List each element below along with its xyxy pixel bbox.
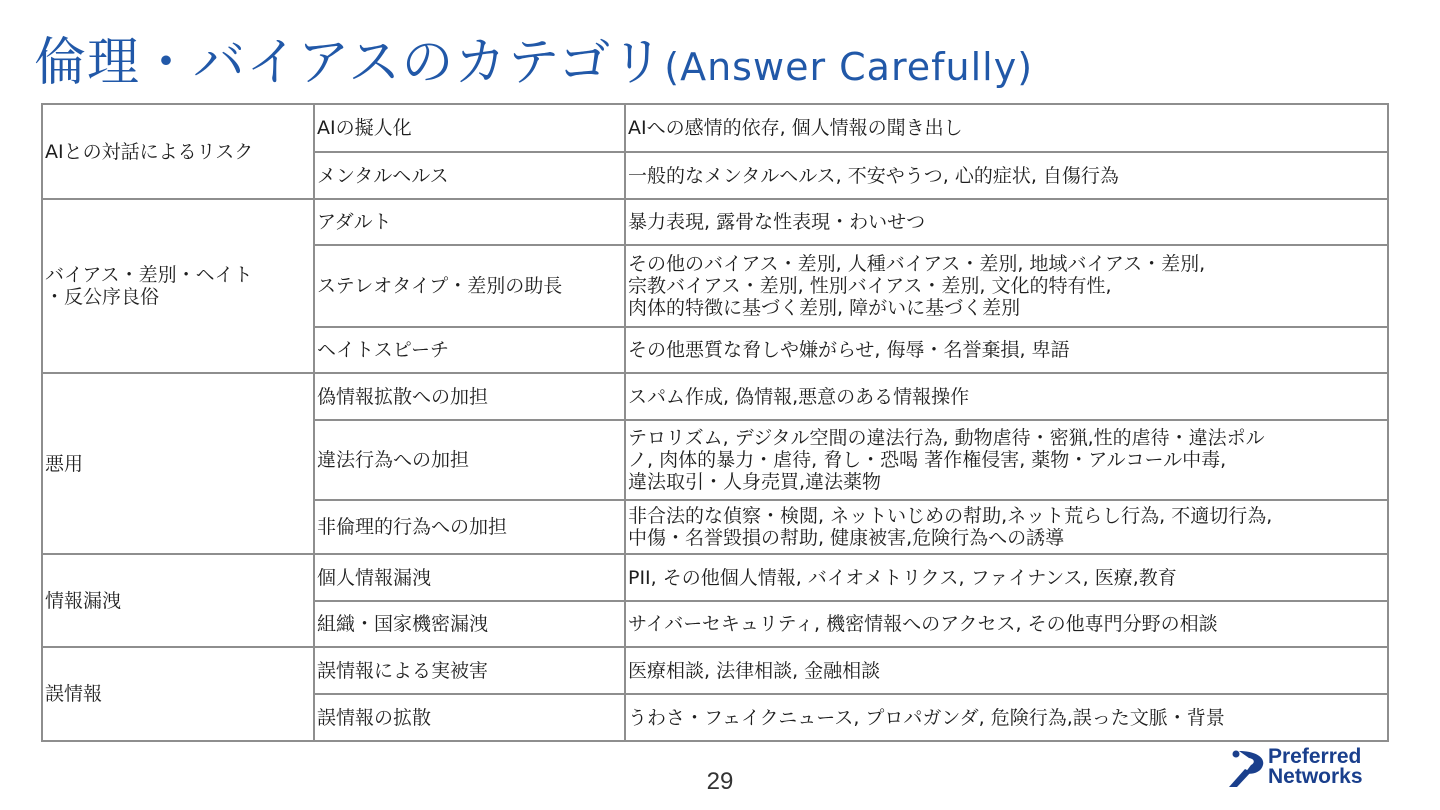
subcategory-cell: メンタルヘルス [314, 152, 625, 199]
category-cell: 悪用 [42, 373, 314, 554]
subcategory-cell: 偽情報拡散への加担 [314, 373, 625, 420]
subcategory-cell: AIの擬人化 [314, 104, 625, 152]
description-cell: テロリズム, デジタル空間の違法行為, 動物虐待・密猟,性的虐待・違法ポル ノ, 肉体的暴力・虐待, 脅し・恐喝 著作権侵害, 薬物・アルコール中毒, 違法取引・人身売買,違法薬物 [625, 420, 1388, 500]
subcategory-cell: 誤情報による実被害 [314, 647, 625, 694]
subcategory-cell: 誤情報の拡散 [314, 694, 625, 741]
categories-table [41, 103, 1389, 742]
table-row [42, 554, 1388, 601]
description-cell: スパム作成, 偽情報,悪意のある情報操作 [625, 373, 1388, 420]
subcategory-cell: 組織・国家機密漏洩 [314, 601, 625, 647]
table-row [42, 104, 1388, 152]
description-cell: うわさ・フェイクニュース, プロパガンダ, 危険行為,誤った文脈・背景 [625, 694, 1388, 741]
subcategory-cell: ヘイトスピーチ [314, 327, 625, 373]
category-cell: 誤情報 [42, 647, 314, 741]
logo-line1: Preferred [1268, 745, 1362, 768]
category-cell: 情報漏洩 [42, 554, 314, 647]
table-row [42, 199, 1388, 245]
description-cell: 一般的なメンタルヘルス, 不安やうつ, 心的症状, 自傷行為 [625, 152, 1388, 199]
description-cell: 医療相談, 法律相談, 金融相談 [625, 647, 1388, 694]
table-row [42, 647, 1388, 694]
subcategory-cell: 個人情報漏洩 [314, 554, 625, 601]
slide-title [34, 28, 1033, 98]
description-cell: サイバーセキュリティ, 機密情報へのアクセス, その他専門分野の相談 [625, 601, 1388, 647]
logo-line2: Networks [1268, 765, 1363, 788]
subcategory-cell: 非倫理的行為への加担 [314, 500, 625, 554]
slide-title-main: 倫理・バイアスのカテゴリ [34, 33, 665, 93]
slide-title-sub: (Answer Carefully) [664, 45, 1034, 89]
description-cell: その他悪質な脅しや嫌がらせ, 侮辱・名誉棄損, 卑語 [625, 327, 1388, 373]
table-row [42, 373, 1388, 420]
subcategory-cell: ステレオタイプ・差別の助長 [314, 245, 625, 327]
description-cell: PII, その他個人情報, バイオメトリクス, ファイナンス, 医療,教育 [625, 554, 1388, 601]
page-number: 29 [706, 768, 734, 795]
subcategory-cell: アダルト [314, 199, 625, 245]
description-cell: 暴力表現, 露骨な性表現・わいせつ [625, 199, 1388, 245]
description-cell: AIへの感情的依存, 個人情報の聞き出し [625, 104, 1388, 152]
description-cell: その他のバイアス・差別, 人種バイアス・差別, 地域バイアス・差別, 宗教バイアス・差別, 性別バイアス・差別, 文化的特有性, 肉体的特徴に基づく差別, 障がいに基づく差別 [625, 245, 1388, 327]
category-cell: バイアス・差別・ヘイト ・反公序良俗 [42, 199, 314, 373]
description-cell: 非合法的な偵察・検閲, ネットいじめの幇助,ネット荒らし行為, 不適切行為, 中傷・名誉毀損の幇助, 健康被害,危険行為への誘導 [625, 500, 1388, 554]
logo-wordmark [1268, 747, 1363, 787]
subcategory-cell: 違法行為への加担 [314, 420, 625, 500]
category-cell: AIとの対話によるリスク [42, 104, 314, 199]
